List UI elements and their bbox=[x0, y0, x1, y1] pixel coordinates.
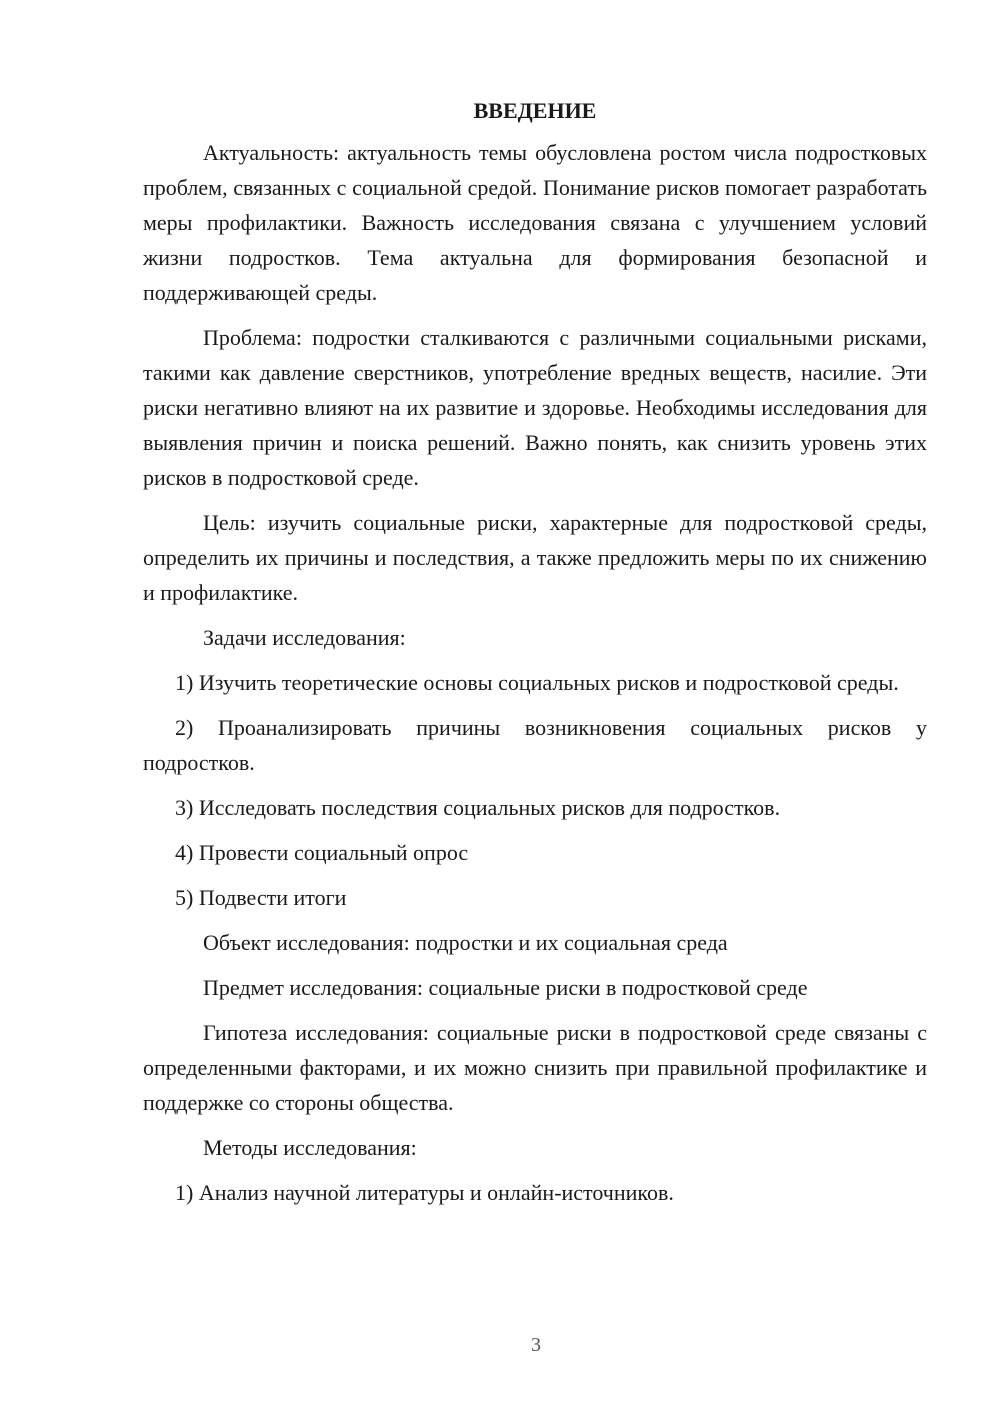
method-item: 1) Анализ научной литературы и онлайн-источников. bbox=[175, 1180, 674, 1205]
task-item: 4) Провести социальный опрос bbox=[175, 840, 469, 865]
methods-heading: Методы исследования: bbox=[203, 1135, 417, 1160]
section-title: ВВЕДЕНИЕ bbox=[473, 98, 597, 123]
goal-paragraph: Цель: изучить социальные риски, характерные для подростковой среды, определить их причины и последствия, а также предложить меры по их снижению и профилактике. bbox=[143, 510, 927, 605]
object-paragraph: Объект исследования: подростки и их социальная среда bbox=[203, 930, 728, 955]
task-item: 2) Проанализировать причины возникновения социальных рисков у подростков. bbox=[143, 715, 927, 775]
page-number: 3 bbox=[531, 1334, 541, 1356]
relevance-paragraph: Актуальность: актуальность темы обусловлена ростом числа подростковых проблем, связанных с социальной средой. Понимание рисков помогает разработать меры профилактики. Важность исследования связана с улучшением условий жизни подростков. Тема актуальна для формирования безопасной и поддерживающей среды. bbox=[143, 140, 927, 305]
subject-paragraph: Предмет исследования: социальные риски в подростковой среде bbox=[203, 975, 808, 1000]
problem-paragraph: Проблема: подростки сталкиваются с различными социальными рисками, такими как давление сверстников, употребление вредных веществ, насилие. Эти риски негативно влияют на их развитие и здоровье. Необходимы исследования для выявления причин и поиска решений. Важно понять, как снизить уровень этих рисков в подростковой среде. bbox=[143, 325, 927, 490]
task-item: 1) Изучить теоретические основы социальных рисков и подростковой среды. bbox=[175, 670, 899, 695]
task-item: 3) Исследовать последствия социальных рисков для подростков. bbox=[175, 795, 781, 820]
hypothesis-paragraph: Гипотеза исследования: социальные риски в подростковой среде связаны с определенными факторами, и их можно снизить при правильной профилактике и поддержке со стороны общества. bbox=[143, 1020, 927, 1115]
tasks-heading: Задачи исследования: bbox=[203, 625, 406, 650]
page-content bbox=[143, 97, 927, 1220]
task-item: 5) Подвести итоги bbox=[175, 885, 347, 910]
